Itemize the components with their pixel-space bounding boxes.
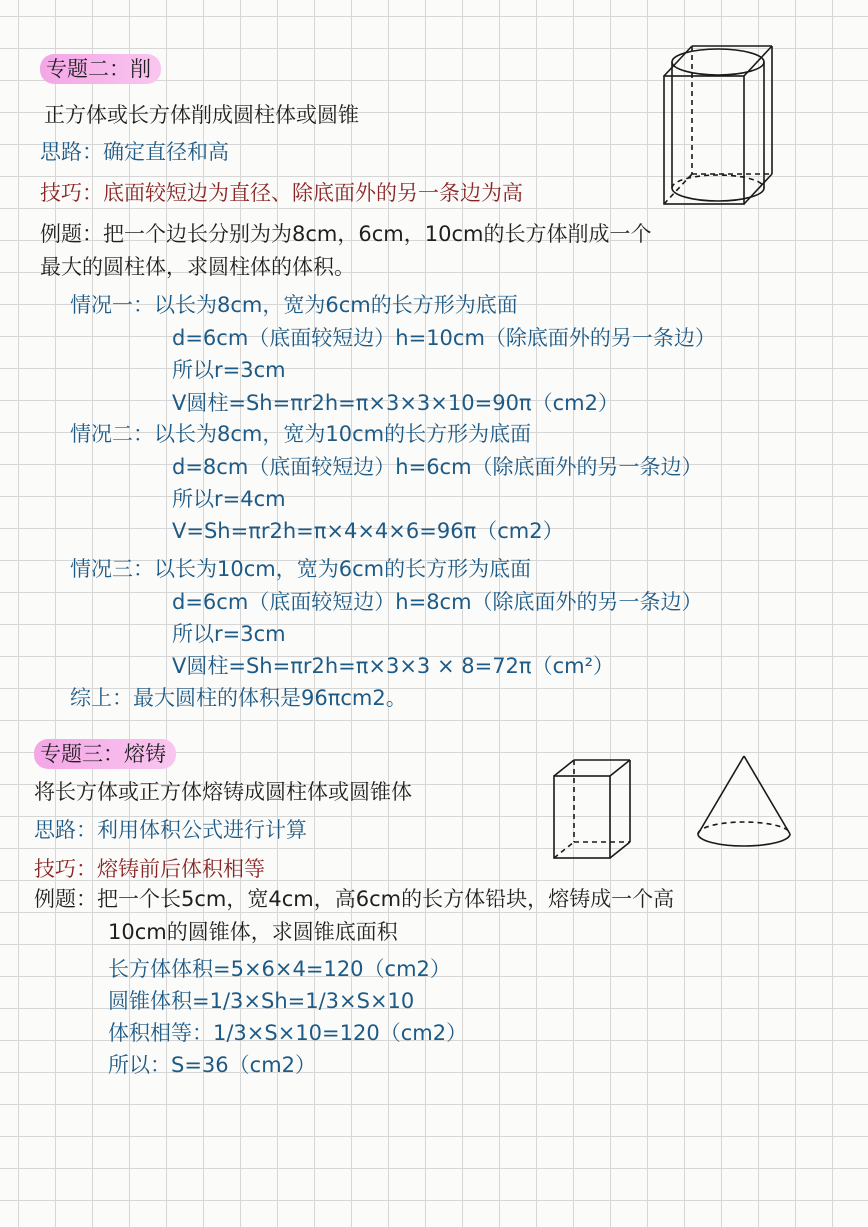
section3-heading: 专题三：熔铸: [34, 739, 176, 769]
section3-example-line1: 例题：把一个长5cm，宽4cm，高6cm的长方体铅块，熔铸成一个高: [34, 887, 675, 911]
case3-line3: 所以r=3cm: [172, 622, 286, 646]
case1-line4: V圆柱=Sh=πr2h=π×3×3×10=90π（cm2）: [172, 391, 619, 415]
cuboid-figure: [548, 754, 638, 864]
section3-tip: 技巧：熔铸前后体积相等: [34, 857, 265, 881]
section3-intro: 将长方体或正方体熔铸成圆柱体或圆锥体: [34, 780, 412, 804]
case2-line2: d=8cm（底面较短边）h=6cm（除底面外的另一条边）: [172, 455, 703, 479]
case3-line2: d=6cm（底面较短边）h=8cm（除底面外的另一条边）: [172, 590, 703, 614]
section3-step1: 长方体体积=5×6×4=120（cm2）: [108, 957, 451, 981]
case1-line2: d=6cm（底面较短边）h=10cm（除底面外的另一条边）: [172, 326, 716, 350]
case2-line4: V=Sh=πr2h=π×4×4×6=96π（cm2）: [172, 519, 564, 543]
section3-step3: 体积相等：1/3×S×10=120（cm2）: [108, 1021, 468, 1045]
case1-line3: 所以r=3cm: [172, 358, 286, 382]
section2-example-line1: 例题：把一个边长分别为为8cm，6cm，10cm的长方体削成一个: [40, 222, 652, 246]
section2-tip: 技巧：底面较短边为直径、除底面外的另一条边为高: [40, 181, 523, 205]
section3-idea: 思路：利用体积公式进行计算: [34, 818, 307, 842]
case2-line3: 所以r=4cm: [172, 487, 286, 511]
section3-step4: 所以：S=36（cm2）: [108, 1053, 317, 1077]
section2-heading: 专题二：削: [40, 54, 161, 84]
cylinder-in-box-figure: [658, 40, 788, 210]
cone-figure: [688, 752, 798, 862]
case1-title: 情况一：以长为8cm，宽为6cm的长方形为底面: [70, 293, 518, 317]
section2-conclusion: 综上：最大圆柱的体积是96πcm2。: [70, 686, 407, 710]
section3-example-line2: 10cm的圆锥体，求圆锥底面积: [108, 920, 398, 944]
case3-title: 情况三：以长为10cm，宽为6cm的长方形为底面: [70, 557, 532, 581]
section2-idea: 思路：确定直径和高: [40, 140, 229, 164]
section2-example-line2: 最大的圆柱体，求圆柱体的体积。: [40, 255, 355, 279]
section2-intro: 正方体或长方体削成圆柱体或圆锥: [44, 103, 359, 127]
case2-title: 情况二：以长为8cm，宽为10cm的长方形为底面: [70, 422, 532, 446]
section3-step2: 圆锥体积=1/3×Sh=1/3×S×10: [108, 989, 415, 1013]
case3-line4: V圆柱=Sh=πr2h=π×3×3 × 8=72π（cm²）: [172, 654, 614, 678]
